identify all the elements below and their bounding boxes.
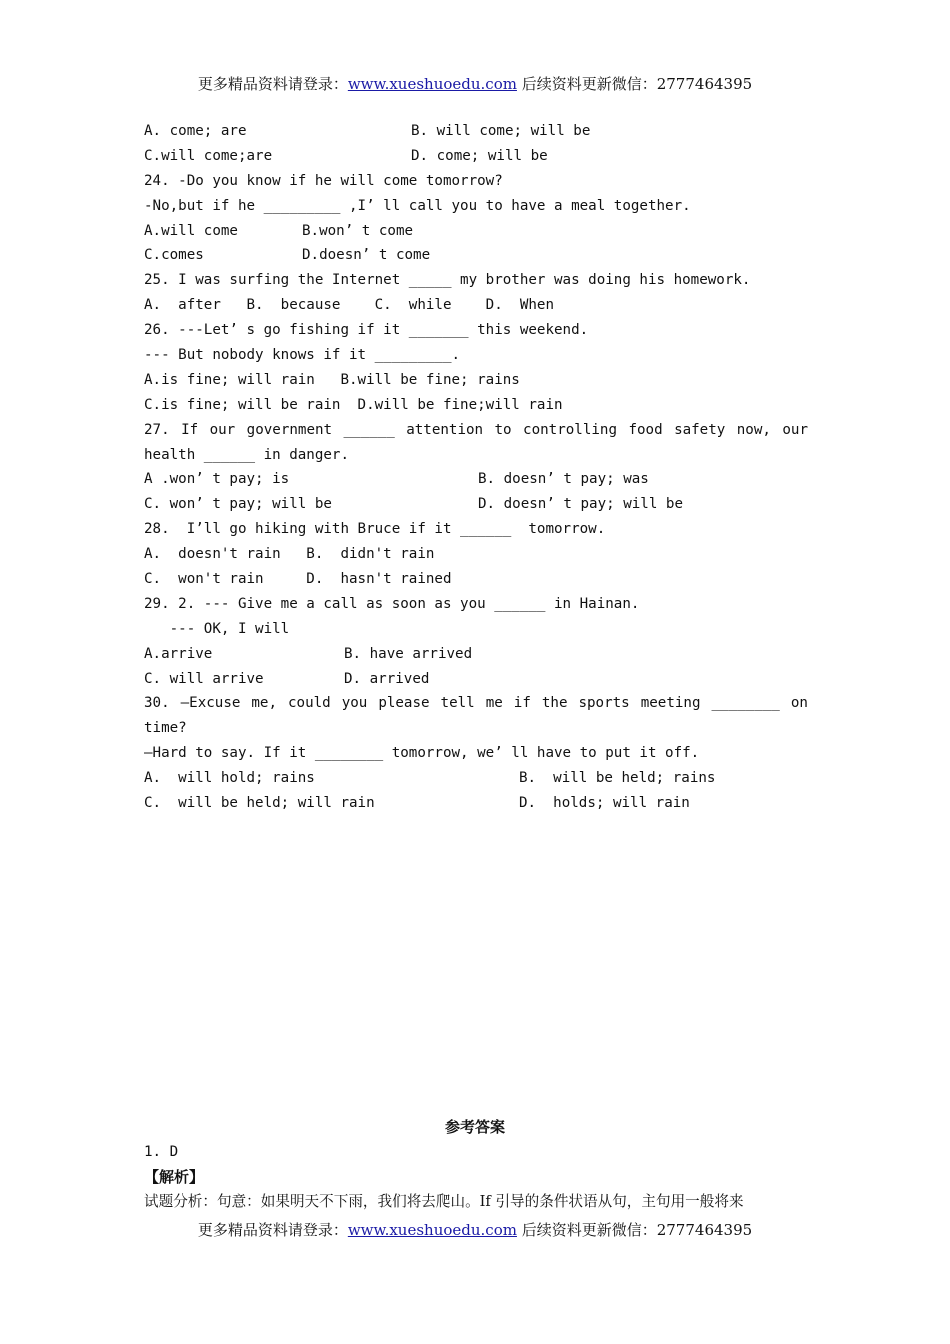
text-line: 24. -Do you know if he will come tomorrow?: [144, 172, 503, 189]
option-right: D. come; will be: [411, 147, 548, 164]
text-line: A.is fine; will rain B.will be fine; rains: [144, 371, 520, 388]
text-line: [144, 667, 808, 692]
word: controlling: [523, 421, 618, 438]
question-list: [144, 119, 808, 816]
option-right: B. doesn’ t pay; was: [478, 471, 649, 488]
text-line: [144, 642, 808, 667]
text-line: time?: [144, 720, 187, 737]
word: government: [246, 421, 333, 438]
answer-1: 1. D: [144, 1144, 179, 1160]
footer-link[interactable]: www.xueshuoedu.com: [347, 1221, 517, 1239]
word: please: [378, 695, 430, 712]
option-left: A.will come: [144, 222, 238, 239]
word: If: [181, 421, 199, 438]
text-line: A. after B. because C. while D. When: [144, 297, 554, 314]
text-line: [144, 766, 808, 791]
option-right: D. arrived: [344, 670, 430, 687]
word: could: [288, 695, 331, 712]
option-right: B. will be held; rains: [519, 770, 716, 787]
word: me: [485, 695, 503, 712]
word: food: [628, 421, 663, 438]
text-line: --- OK, I will: [144, 620, 290, 637]
text-line: 28. I’ll go hiking with Bruce if it ______ tomorrow.: [144, 521, 606, 538]
page-header-bottom: [0, 1220, 950, 1240]
text-line: C. won't rain D. hasn't rained: [144, 571, 452, 588]
word: 30.: [144, 695, 170, 712]
text-line: health ______ in danger.: [144, 446, 349, 463]
word: ________: [711, 695, 780, 712]
analysis-text: 试题分析：句意：如果明天不下雨，我们将去爬山。If 引导的条件状语从句，主句用一般将来: [144, 1193, 744, 1210]
option-right: D.doesn’ t come: [302, 247, 431, 264]
option-right: B. will come; will be: [411, 123, 591, 139]
word: our: [209, 421, 236, 438]
word: tell: [440, 695, 475, 712]
word: on: [790, 695, 808, 712]
text-line: 25. I was surfing the Internet _____ my brother was doing his homework.: [144, 272, 751, 289]
word: the: [541, 695, 568, 712]
text-line: -No,but if he _________ ,I’ ll call you to have a meal together.: [144, 197, 691, 214]
option-left: A.arrive: [144, 645, 213, 662]
word: me,: [251, 695, 278, 712]
word: ______: [343, 421, 395, 438]
option-left: C. will arrive: [144, 670, 264, 687]
text-line: [144, 791, 808, 816]
option-left: C. will be held; will rain: [144, 795, 375, 812]
header-suffix: 后续资料更新微信：2777464395: [516, 75, 753, 93]
word: attention: [406, 421, 484, 438]
option-right: D. holds; will rain: [519, 795, 690, 812]
option-right: B. have arrived: [344, 645, 473, 662]
option-left: C.comes: [144, 247, 204, 264]
word: meeting: [640, 695, 701, 712]
text-line: 29. 2. --- Give me a call as soon as you ______ in Hainan.: [144, 595, 640, 612]
text-line: [144, 144, 808, 169]
text-line: [144, 492, 808, 517]
word: if: [513, 695, 531, 712]
text-line: A. doesn't rain B. didn't rain: [144, 546, 435, 563]
word: now,: [736, 421, 771, 438]
word: to: [494, 421, 512, 438]
text-line: [144, 243, 808, 268]
answer-key-title: 参考答案: [444, 1118, 505, 1136]
text-line: [144, 119, 808, 144]
option-left: A .won’ t pay; is: [144, 471, 290, 488]
text-line: 26. ---Let’ s go fishing if it _______ this weekend.: [144, 322, 589, 339]
text-line: [144, 691, 808, 716]
text-line: C.is fine; will be rain D.will be fine;will rain: [144, 396, 563, 413]
option-left: A. come; are: [144, 123, 247, 139]
option-left: C. won’ t pay; will be: [144, 496, 332, 513]
word: sports: [578, 695, 630, 712]
word: safety: [674, 421, 726, 438]
text-line: --- But nobody knows if it _________.: [144, 347, 461, 364]
option-right: B.won’ t come: [302, 222, 414, 239]
word: our: [782, 421, 808, 438]
text-line: —Hard to say. If it ________ tomorrow, we’ ll have to put it off.: [144, 745, 700, 762]
header-link[interactable]: www.xueshuoedu.com: [347, 75, 517, 93]
page-header-top: [0, 74, 950, 94]
word: 27.: [144, 421, 170, 438]
text-line: [144, 219, 808, 244]
text-line: [144, 418, 808, 443]
analysis-label: 【解析】: [144, 1168, 205, 1186]
footer-prefix: 更多精品资料请登录：: [197, 1221, 348, 1239]
option-left: C.will come;are: [144, 147, 273, 164]
option-left: A. will hold; rains: [144, 770, 315, 787]
header-prefix: 更多精品资料请登录：: [197, 75, 348, 93]
word: —Excuse: [180, 695, 241, 712]
footer-suffix: 后续资料更新微信：2777464395: [516, 1221, 753, 1239]
text-line: [144, 467, 808, 492]
word: you: [341, 695, 368, 712]
option-right: D. doesn’ t pay; will be: [478, 496, 683, 513]
